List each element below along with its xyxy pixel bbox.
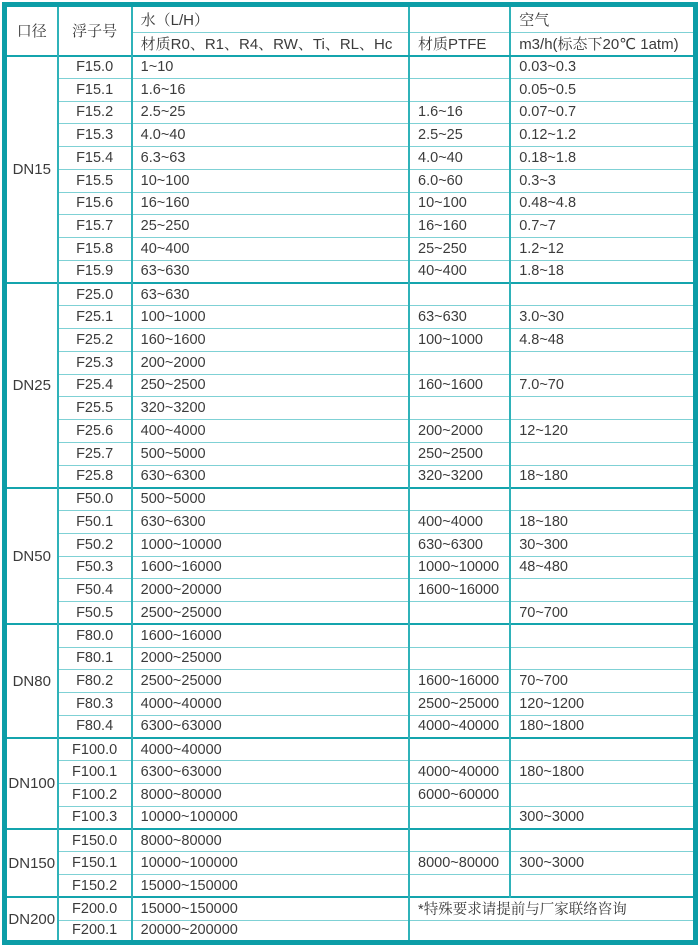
table-header [5, 5, 696, 56]
water-ptfe-cell [409, 738, 510, 761]
float-cell: F50.2 [58, 533, 132, 556]
air-cell [510, 647, 695, 670]
table-row [5, 511, 696, 534]
air-cell [510, 829, 695, 852]
air-cell: 0.03~0.3 [510, 56, 695, 79]
table-row [5, 488, 696, 511]
water-materials-cell: 20000~200000 [132, 920, 409, 943]
water-ptfe-cell: 250~2500 [409, 442, 510, 465]
table-row [5, 761, 696, 784]
float-cell: F150.1 [58, 852, 132, 875]
note-cell: *特殊要求请提前与厂家联络咨询 [409, 897, 695, 920]
table-row [5, 852, 696, 875]
water-materials-cell: 2500~25000 [132, 602, 409, 625]
water-materials-cell: 4000~40000 [132, 738, 409, 761]
air-cell: 3.0~30 [510, 306, 695, 329]
float-cell: F25.0 [58, 283, 132, 306]
table-row [5, 169, 696, 192]
float-cell: F80.0 [58, 624, 132, 647]
air-cell: 0.07~0.7 [510, 101, 695, 124]
float-cell: F80.2 [58, 670, 132, 693]
float-cell: F25.8 [58, 465, 132, 488]
water-materials-cell: 40~400 [132, 238, 409, 261]
table-row [5, 283, 696, 306]
float-cell: F15.6 [58, 192, 132, 215]
table-row [5, 715, 696, 738]
air-cell: 180~1800 [510, 761, 695, 784]
water-ptfe-cell: 6.0~60 [409, 169, 510, 192]
water-materials-cell: 10~100 [132, 169, 409, 192]
water-materials-cell: 4.0~40 [132, 124, 409, 147]
table-row [5, 397, 696, 420]
table-row [5, 465, 696, 488]
float-cell: F25.5 [58, 397, 132, 420]
water-ptfe-cell: 630~6300 [409, 533, 510, 556]
air-cell: 48~480 [510, 556, 695, 579]
float-cell: F80.1 [58, 647, 132, 670]
table-row [5, 602, 696, 625]
water-materials-cell: 6300~63000 [132, 761, 409, 784]
water-ptfe-cell: 1000~10000 [409, 556, 510, 579]
table-row [5, 647, 696, 670]
air-cell [510, 579, 695, 602]
water-materials-cell: 2000~25000 [132, 647, 409, 670]
air-cell: 12~120 [510, 420, 695, 443]
water-materials-cell: 250~2500 [132, 374, 409, 397]
air-cell: 70~700 [510, 670, 695, 693]
float-cell: F50.0 [58, 488, 132, 511]
water-materials-cell: 2.5~25 [132, 101, 409, 124]
diameter-cell: DN80 [5, 624, 58, 738]
water-materials-cell: 6300~63000 [132, 715, 409, 738]
float-cell: F50.3 [58, 556, 132, 579]
float-cell: F100.0 [58, 738, 132, 761]
water-materials-cell: 1~10 [132, 56, 409, 79]
float-cell: F80.3 [58, 693, 132, 716]
table-row [5, 192, 696, 215]
water-ptfe-cell [409, 624, 510, 647]
air-cell: 0.05~0.5 [510, 78, 695, 101]
water-materials-cell: 15000~150000 [132, 897, 409, 920]
table-row [5, 670, 696, 693]
air-cell: 300~3000 [510, 852, 695, 875]
water-ptfe-cell [409, 56, 510, 79]
table-row [5, 533, 696, 556]
water-materials-cell: 8000~80000 [132, 784, 409, 807]
water-materials-cell: 160~1600 [132, 329, 409, 352]
table-row [5, 374, 696, 397]
water-ptfe-cell: 1.6~16 [409, 101, 510, 124]
water-materials-cell: 320~3200 [132, 397, 409, 420]
table-row [5, 124, 696, 147]
water-materials-cell: 500~5000 [132, 488, 409, 511]
air-cell [510, 875, 695, 898]
diameter-cell: DN15 [5, 56, 58, 284]
air-cell: 1.2~12 [510, 238, 695, 261]
table-row [5, 875, 696, 898]
header-water-ptfe-spacer [409, 5, 510, 33]
table-row [5, 147, 696, 170]
water-materials-cell: 6.3~63 [132, 147, 409, 170]
water-ptfe-cell: 2.5~25 [409, 124, 510, 147]
table-row [5, 738, 696, 761]
water-materials-cell: 15000~150000 [132, 875, 409, 898]
float-cell: F25.6 [58, 420, 132, 443]
water-materials-cell: 4000~40000 [132, 693, 409, 716]
header-air-units: m3/h(标态下20℃ 1atm) [510, 33, 695, 56]
water-materials-cell: 10000~100000 [132, 852, 409, 875]
water-materials-cell: 500~5000 [132, 442, 409, 465]
table-row [5, 693, 696, 716]
diameter-cell: DN150 [5, 829, 58, 897]
header-row-1 [5, 5, 696, 33]
diameter-cell: DN25 [5, 283, 58, 488]
table-row [5, 420, 696, 443]
water-ptfe-cell [409, 829, 510, 852]
table-body [5, 56, 696, 943]
water-ptfe-cell: 2500~25000 [409, 693, 510, 716]
header-air-group: 空气 [510, 5, 695, 33]
header-water-group: 水（L/H） [132, 5, 409, 33]
table-row [5, 78, 696, 101]
table-row [5, 306, 696, 329]
table-row [5, 829, 696, 852]
water-materials-cell: 16~160 [132, 192, 409, 215]
diameter-cell: DN50 [5, 488, 58, 625]
air-cell [510, 283, 695, 306]
air-cell: 18~180 [510, 465, 695, 488]
air-cell: 120~1200 [510, 693, 695, 716]
water-ptfe-cell [409, 875, 510, 898]
air-cell: 0.12~1.2 [510, 124, 695, 147]
water-materials-cell: 25~250 [132, 215, 409, 238]
water-ptfe-cell: 100~1000 [409, 329, 510, 352]
float-cell: F25.3 [58, 351, 132, 374]
float-cell: F100.1 [58, 761, 132, 784]
table-row [5, 784, 696, 807]
float-cell: F25.4 [58, 374, 132, 397]
table-row [5, 920, 696, 943]
air-cell [510, 624, 695, 647]
water-ptfe-cell: 4000~40000 [409, 715, 510, 738]
water-ptfe-cell: 320~3200 [409, 465, 510, 488]
table-row [5, 215, 696, 238]
spec-table [2, 2, 698, 945]
float-cell: F150.2 [58, 875, 132, 898]
float-cell: F15.2 [58, 101, 132, 124]
header-water-materials: 材质R0、R1、R4、RW、Ti、RL、Hc [132, 33, 409, 56]
water-ptfe-cell: 160~1600 [409, 374, 510, 397]
table-row [5, 329, 696, 352]
water-materials-cell: 8000~80000 [132, 829, 409, 852]
water-ptfe-cell: 25~250 [409, 238, 510, 261]
water-ptfe-cell: 200~2000 [409, 420, 510, 443]
water-ptfe-cell [409, 397, 510, 420]
water-ptfe-cell [409, 602, 510, 625]
air-cell: 0.18~1.8 [510, 147, 695, 170]
air-cell [510, 488, 695, 511]
water-materials-cell: 63~630 [132, 260, 409, 283]
float-cell: F15.7 [58, 215, 132, 238]
water-ptfe-cell: 16~160 [409, 215, 510, 238]
float-cell: F15.8 [58, 238, 132, 261]
air-cell [510, 738, 695, 761]
table-row [5, 579, 696, 602]
water-materials-cell: 1600~16000 [132, 624, 409, 647]
float-cell: F15.1 [58, 78, 132, 101]
float-cell: F80.4 [58, 715, 132, 738]
water-materials-cell: 1600~16000 [132, 556, 409, 579]
air-cell: 300~3000 [510, 806, 695, 829]
float-cell: F100.2 [58, 784, 132, 807]
table-row [5, 101, 696, 124]
water-ptfe-cell: 4000~40000 [409, 761, 510, 784]
diameter-cell: DN100 [5, 738, 58, 829]
water-ptfe-cell [409, 647, 510, 670]
air-cell: 1.8~18 [510, 260, 695, 283]
float-cell: F15.3 [58, 124, 132, 147]
air-cell [510, 397, 695, 420]
water-ptfe-cell [409, 488, 510, 511]
water-ptfe-cell: 10~100 [409, 192, 510, 215]
air-cell: 70~700 [510, 602, 695, 625]
float-cell: F50.4 [58, 579, 132, 602]
water-ptfe-cell [409, 78, 510, 101]
water-materials-cell: 10000~100000 [132, 806, 409, 829]
air-cell: 0.48~4.8 [510, 192, 695, 215]
water-materials-cell: 1.6~16 [132, 78, 409, 101]
table-row [5, 897, 696, 920]
water-ptfe-cell: 6000~60000 [409, 784, 510, 807]
water-ptfe-cell: 40~400 [409, 260, 510, 283]
float-cell: F50.5 [58, 602, 132, 625]
air-cell [510, 442, 695, 465]
table-row [5, 624, 696, 647]
table-row [5, 556, 696, 579]
float-cell: F200.0 [58, 897, 132, 920]
table-row [5, 260, 696, 283]
water-ptfe-cell: 4.0~40 [409, 147, 510, 170]
air-cell: 0.3~3 [510, 169, 695, 192]
water-materials-cell: 200~2000 [132, 351, 409, 374]
water-ptfe-cell [409, 283, 510, 306]
water-materials-cell: 100~1000 [132, 306, 409, 329]
float-cell: F25.1 [58, 306, 132, 329]
water-materials-cell: 1000~10000 [132, 533, 409, 556]
water-ptfe-cell [409, 806, 510, 829]
header-float-number: 浮子号 [58, 5, 132, 56]
air-cell: 0.7~7 [510, 215, 695, 238]
water-materials-cell: 2500~25000 [132, 670, 409, 693]
water-ptfe-cell: 1600~16000 [409, 579, 510, 602]
float-cell: F15.9 [58, 260, 132, 283]
water-materials-cell: 630~6300 [132, 511, 409, 534]
header-water-ptfe: 材质PTFE [409, 33, 510, 56]
water-ptfe-cell: 8000~80000 [409, 852, 510, 875]
float-cell: F15.5 [58, 169, 132, 192]
float-cell: F100.3 [58, 806, 132, 829]
air-cell [510, 784, 695, 807]
air-cell: 4.8~48 [510, 329, 695, 352]
air-cell [510, 351, 695, 374]
water-materials-cell: 63~630 [132, 283, 409, 306]
water-materials-cell: 2000~20000 [132, 579, 409, 602]
water-ptfe-cell [409, 351, 510, 374]
float-cell: F150.0 [58, 829, 132, 852]
air-cell: 7.0~70 [510, 374, 695, 397]
water-ptfe-cell: 63~630 [409, 306, 510, 329]
table-row [5, 238, 696, 261]
diameter-cell: DN200 [5, 897, 58, 943]
float-cell: F50.1 [58, 511, 132, 534]
header-diameter: 口径 [5, 5, 58, 56]
water-materials-cell: 630~6300 [132, 465, 409, 488]
float-cell: F15.0 [58, 56, 132, 79]
table-row [5, 442, 696, 465]
table-row [5, 56, 696, 79]
water-ptfe-cell: 1600~16000 [409, 670, 510, 693]
table-row [5, 351, 696, 374]
water-materials-cell: 400~4000 [132, 420, 409, 443]
float-cell: F15.4 [58, 147, 132, 170]
float-cell: F200.1 [58, 920, 132, 943]
float-cell: F25.2 [58, 329, 132, 352]
float-cell: F25.7 [58, 442, 132, 465]
air-cell: 30~300 [510, 533, 695, 556]
water-ptfe-cell: 400~4000 [409, 511, 510, 534]
air-cell: 18~180 [510, 511, 695, 534]
air-cell: 180~1800 [510, 715, 695, 738]
table-row [5, 806, 696, 829]
merged-empty-cell [409, 920, 695, 943]
